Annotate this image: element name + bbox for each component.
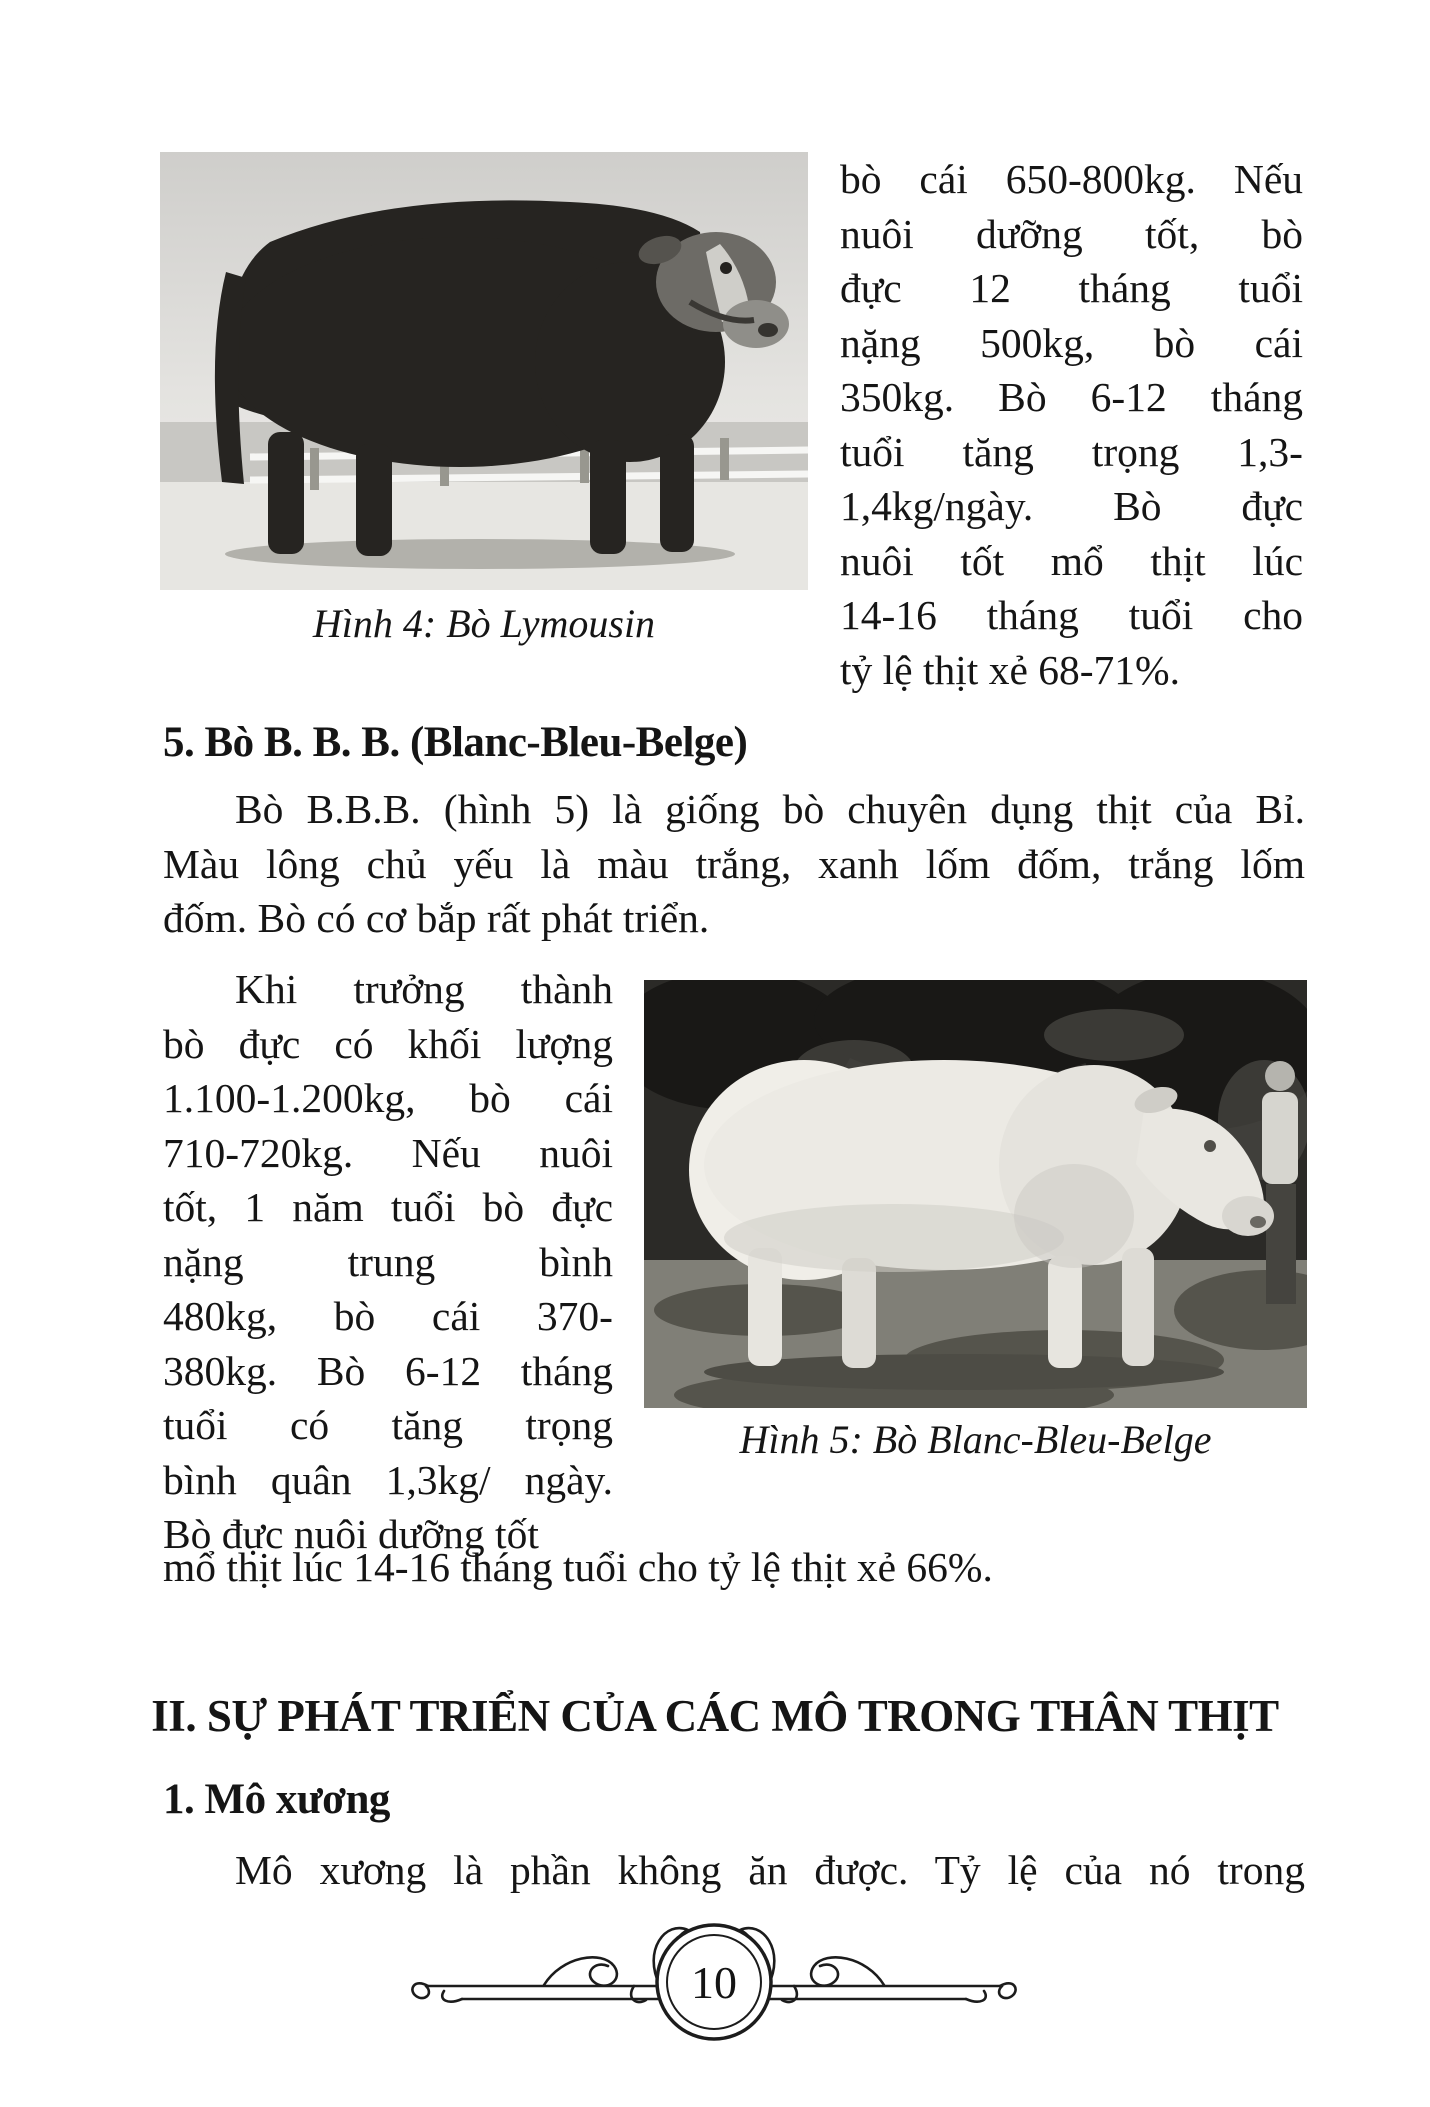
section5-heading: 5. Bò B. B. B. (Blanc-Bleu-Belge) [163, 719, 748, 766]
text-line: Bò đực nuôi dưỡng tốt [163, 1511, 539, 1557]
text-line: 480kg, bò cái 370- [163, 1293, 613, 1339]
text-line: Bò B.B.B. (hình 5) là giống bò chuyên dụng thịt của Bỉ. [235, 786, 1305, 832]
sub1-first-line: Mô xương là phần không ăn được. Tỷ lệ của nó trong [235, 1847, 1305, 1893]
blanc-bleu-belge-bull-photo [644, 980, 1307, 1408]
text-line: bò đực có khối lượng [163, 1020, 613, 1067]
section5-closing-line: mổ thịt lúc 14-16 tháng tuổi cho tỷ lệ thịt xẻ 66%. [163, 1544, 993, 1590]
text-line: 14-16 tháng tuổi cho [840, 592, 1303, 638]
text-line: nặng 500kg, bò cái [840, 319, 1303, 366]
text-line: đực 12 tháng tuổi [840, 265, 1303, 311]
text-line: tuổi tăng trọng 1,3- [840, 428, 1303, 475]
text-line: 380kg. Bò 6-12 tháng [163, 1347, 613, 1394]
text-line: nặng trung bình [163, 1238, 613, 1285]
text-line: nuôi dưỡng tốt, bò [840, 210, 1303, 257]
text-line: đốm. Bò có cơ bắp rất phát triển. [163, 895, 710, 941]
text-line: bình quân 1,3kg/ ngày. [163, 1456, 613, 1503]
section5-intro [163, 782, 1305, 946]
text-line: tỷ lệ thịt xẻ 68-71%. [840, 646, 1181, 693]
sub1-heading: 1. Mô xương [163, 1776, 390, 1823]
text-line: nuôi tốt mổ thịt lúc [840, 537, 1303, 584]
figure4-caption: Hình 4: Bò Lymousin [312, 601, 656, 646]
figure5-caption: Hình 5: Bò Blanc-Bleu-Belge [739, 1417, 1212, 1462]
sectionII-heading: II. SỰ PHÁT TRIỂN CỦA CÁC MÔ TRONG THÂN THỊT [151, 1691, 1279, 1741]
footer-ornament [404, 1906, 1024, 2066]
text-line: Khi trưởng thành [235, 966, 613, 1012]
figure4 [160, 152, 808, 647]
limousin-bull-photo [160, 152, 808, 590]
left-column [163, 962, 613, 1562]
text-line: 1,4kg/ngày. Bò đực [840, 483, 1303, 529]
text-line: 710-720kg. Nếu nuôi [163, 1129, 613, 1176]
text-line: 1.100-1.200kg, bò cái [163, 1075, 613, 1121]
text-line: bò cái 650-800kg. Nếu [840, 156, 1303, 202]
page-number: 10 [691, 1957, 737, 2008]
text-line: tuổi có tăng trọng [163, 1402, 613, 1448]
right-column [840, 152, 1303, 697]
text-line: tốt, 1 năm tuổi bò đực [163, 1184, 613, 1230]
flourish-ornament [404, 1906, 1024, 2066]
figure5 [644, 980, 1307, 1463]
text-line: Màu lông chủ yếu là màu trắng, xanh lốm đốm, trắng lốm [163, 840, 1305, 887]
text-line: 350kg. Bò 6-12 tháng [840, 374, 1303, 420]
